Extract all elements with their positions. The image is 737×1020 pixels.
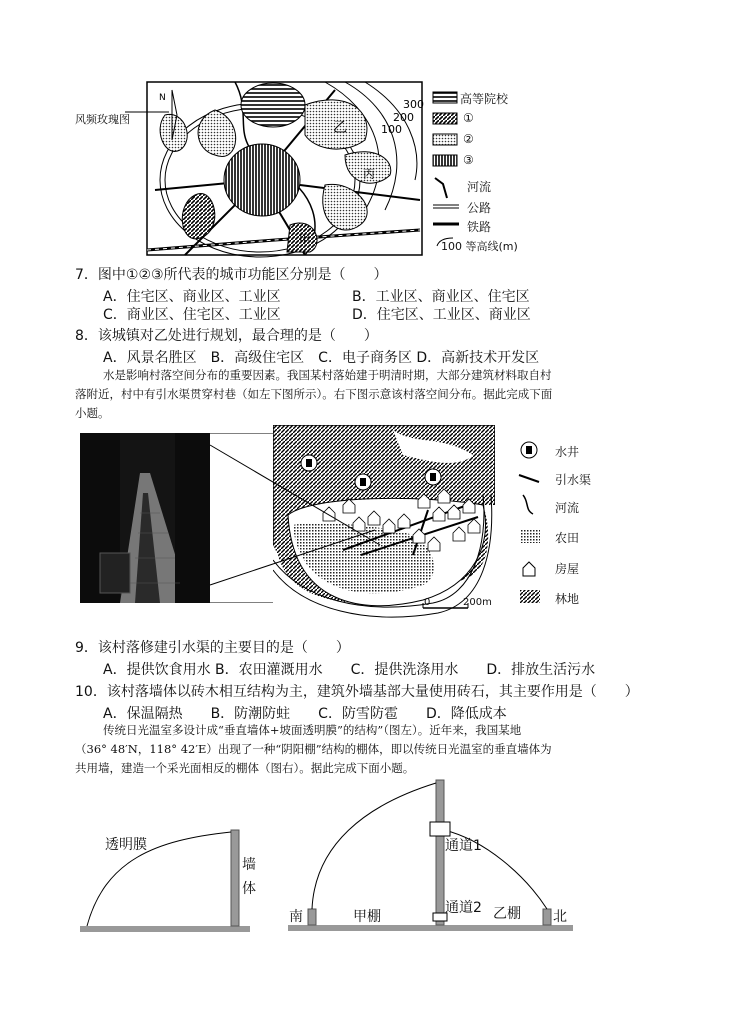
zoom-lines	[205, 440, 385, 590]
legend-forest: 林地	[555, 592, 580, 606]
svg-text:200: 200	[393, 111, 414, 124]
legend-river: 河流	[555, 501, 580, 515]
legend-railway: 铁路	[467, 220, 492, 234]
legend-contour: 100 等高线(m)	[441, 240, 518, 253]
question-10-stem: 10．该村落墙体以砖木相互结构为主，建筑外墙基部大量使用砖石，其主要作用是（ ）	[75, 684, 639, 700]
wind-rose-label: 风频玫瑰图	[75, 113, 130, 126]
legend-zone-1: ①	[463, 111, 474, 125]
legend-university: 高等院校	[460, 92, 509, 106]
legend-road: 公路	[467, 201, 492, 215]
svg-text:甲: 甲	[299, 233, 310, 246]
scale-zero: 0	[424, 597, 431, 608]
south-label: 南	[289, 909, 303, 925]
wall-label-2: 体	[242, 881, 256, 897]
svg-text:300: 300	[403, 98, 424, 111]
legend-zone-3: ③	[463, 153, 474, 167]
question-9-stem: 9．该村落修建引水渠的主要目的是（ ）	[75, 640, 350, 656]
map1-legend	[433, 92, 459, 246]
shed-b-label: 乙棚	[493, 906, 521, 922]
q8-options: A．风景名胜区 B．高级住宅区 C．电子商务区 D．高新技术开发区	[103, 350, 540, 366]
legend-well: 水井	[555, 445, 580, 459]
scale-length: 200m	[463, 597, 492, 608]
film-label: 透明膜	[105, 837, 147, 853]
svg-text:乙: 乙	[333, 120, 347, 136]
passage2-line2: 落附近，村中有引水渠贯穿村巷（如左下图所示）。右下图示意该村落空间分布。据此完成下面	[75, 387, 553, 401]
q7-option-a: A．住宅区、商业区、工业区	[103, 289, 281, 305]
question-7-stem: 7．图中①②③所代表的城市功能区分别是（ ）	[75, 267, 388, 283]
passage3-line1: 传统日光温室多设计成“垂直墙体+坡面透明膜”的结构”（图左）。近年来，我国某地	[103, 723, 522, 737]
city-map	[75, 80, 535, 260]
svg-text:丙: 丙	[363, 167, 376, 181]
wall-label-1: 墙	[242, 857, 256, 873]
q9-options: A．提供饮食用水 B．农田灌溉用水 C．提供洗涤用水 D．排放生活污水	[103, 662, 596, 678]
passage-2-label: 通道2	[445, 900, 482, 916]
question-8-stem: 8．该城镇对乙处进行规划，最合理的是（ ）	[75, 328, 378, 344]
north-label: 北	[553, 909, 567, 925]
legend-zone-2: ②	[463, 132, 474, 146]
greenhouse-right-diagram	[285, 775, 585, 940]
city-map-figure	[75, 80, 535, 260]
village-legend	[515, 440, 615, 610]
passage2-line3: 小题。	[75, 406, 110, 420]
passage2-line1: 水是影响村落空间分布的重要因素。我国某村落始建于明清时期，大部分建筑材料取自村	[103, 368, 552, 382]
legend-river: 河流	[467, 180, 492, 194]
passage-1-label: 通道1	[445, 838, 482, 854]
passage3-line3: 共用墙，建造一个采光面相反的棚体（图右）。据此完成下面小题。	[75, 761, 415, 775]
north-label: N	[159, 93, 166, 103]
shed-a-label: 甲棚	[353, 909, 381, 925]
legend-canal: 引水渠	[555, 473, 592, 487]
passage3-line2: （36° 48′N，118° 42′E）出现了一种“阴阳棚”结构的棚体，即以传统日光温室的垂直墙体为	[75, 742, 552, 756]
q10-options: A．保温隔热 B．防潮防蛀 C．防雪防雹 D．降低成本	[103, 706, 507, 722]
greenhouse-left-diagram	[75, 820, 275, 940]
q7-option-b: B．工业区、商业区、住宅区	[352, 289, 530, 305]
svg-text:100: 100	[381, 123, 402, 136]
q7-option-c: C．商业区、住宅区、工业区	[103, 307, 281, 323]
legend-farmland: 农田	[555, 531, 580, 545]
q7-option-d: D．住宅区、工业区、商业区	[352, 307, 531, 323]
village-photo	[80, 433, 210, 603]
legend-house: 房屋	[555, 562, 580, 576]
